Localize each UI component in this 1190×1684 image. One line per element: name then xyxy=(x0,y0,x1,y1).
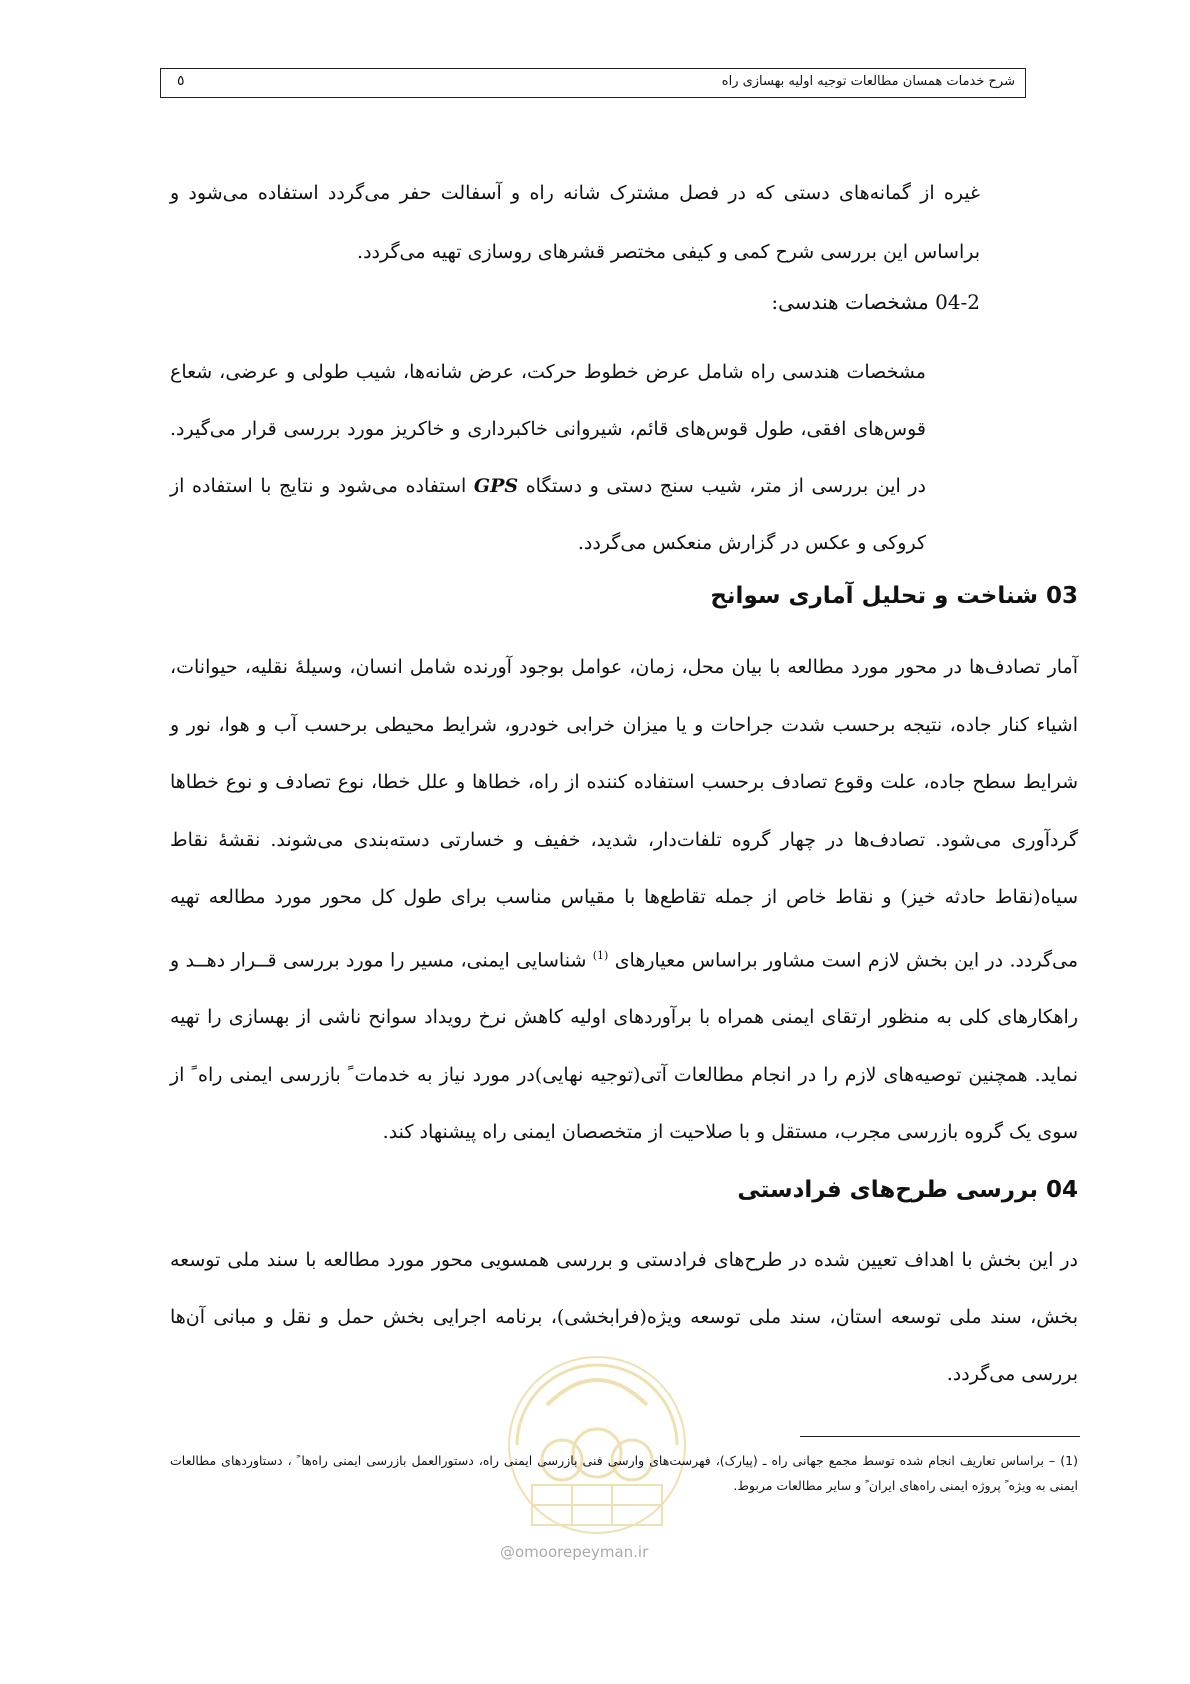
watermark-url: @omoorepeyman.ir xyxy=(500,1543,649,1561)
watermark-url-text: omoorepeyman.ir xyxy=(515,1543,649,1561)
subheading-geometric: 04-2 مشخصات هندسی: xyxy=(771,290,980,314)
page-number: ٥ xyxy=(177,73,185,89)
accident-text-a: آمار تصادف‌ها در محور مورد مطالعه با بیان محل، زمان، عوامل بوجود آورنده شامل انسان، وسیلهٔ نقلیه، حیوانات، اشیاء کنار جاده، نتیجه برحسب شدت جراحات و یا میزان خرابی خودرو، شرایط محیطی برحسب آب و هوا، نور و شرایط سطح جاده، علت وقوع تصادف برحسب استفاده کننده از راه، خطاها و علل خطا، نوع تصادف و نوع خطاها گردآوری می‌شود. تصادف‌ها در چهار گروه تلفات‌دار، شدید، خفیف و خسارتی دسته‌بندی می‌شوند. نقشهٔ نقاط سیاه(نقاط حادثه خیز) و نقاط خاص از جمله تقاطع‌ها با مقیاس مناسب برای طول کل محور مورد مطالعه تهیه می‌گردد. در این بخش لازم است مشاور براساس معیارهای xyxy=(170,656,1079,971)
header-title: شرح خدمات همسان مطالعات توجیه اولیه بهسازی راه xyxy=(721,74,1015,89)
accident-text-b: شناسایی ایمنی، مسیر را مورد بررسی قــرار دهــد و راهکارهای کلی به منظور ارتقای ایمنی همراه با برآوردهای اولیه کاهش نرخ رویداد سوانح ناشی از بهسازی را تهیه نماید. همچنین توصیه‌های لازم را در انجام مطالعات آتی(توجیه نهایی)در مورد نیاز به خدمات ً بازرسی ایمنی راه ً از سوی یک گروه بازرسی مجرب، مستقل و با صلاحیت از متخصصان ایمنی راه پیشنهاد کند. xyxy=(170,948,1078,1144)
geometric-text-b: استفاده می‌شود و نتایج با استفاده از کروکی و عکس در گزارش منعکس می‌گردد. xyxy=(170,475,926,554)
intro-paragraph: غیره از گمانه‌های دستی که در فصل مشترک شانه راه و آسفالت حفر می‌گردد استفاده می‌شود و براساس این بررسی شرح کمی و کیفی مختصر قشرهای روسازی تهیه می‌گردد. xyxy=(170,182,980,263)
page-header xyxy=(160,68,1026,98)
heading-accident-analysis: 03 شناخت و تحلیل آماری سوانح xyxy=(710,583,1078,609)
geometric-text-a: مشخصات هندسی راه شامل عرض خطوط حرکت، عرض شانه‌ها، شیب طولی و عرضی، شعاع قوس‌های افقی، طول قوس‌های قائم، شیروانی خاکبرداری و خاکریز مورد بررسی قرار می‌گیرد. در این بررسی از متر، شیب سنج دستی و دستگاه xyxy=(170,361,927,497)
footnote: (1) – براساس تعاریف انجام شده توسط مجمع جهانی راه ـ (پیارک)، فهرست‌های وارسی فنی بازرسی ایمنی راه، دستورالعمل بازرسی ایمنی راه‌ها ً ، دستاوردهای مطالعات ایمنی به ویژه ً پروژه ایمنی راه‌های ایران ً و سایر مطالعات مربوط. xyxy=(170,1453,1078,1493)
gps-term: GPS xyxy=(473,475,519,497)
geometric-paragraph xyxy=(170,344,926,572)
footnote-ref: (1) xyxy=(592,948,609,962)
watermark-logo xyxy=(487,1335,707,1535)
footnote-divider xyxy=(800,1436,1080,1437)
accident-paragraph xyxy=(170,639,1078,1162)
upstream-paragraph: در این بخش با اهداف تعیین شده در طرح‌های فرادستی و بررسی همسویی محور مورد مطالعه با سند ملی توسعه بخش، سند ملی توسعه استان، سند ملی توسعه ویژه(فرابخشی)، برنامه اجرایی بخش حمل و نقل و مبانی آن‌ها بررسی می‌گردد. xyxy=(170,1249,1078,1385)
heading-upstream-plans: 04 بررسی طرح‌های فرادستی xyxy=(737,1177,1078,1203)
